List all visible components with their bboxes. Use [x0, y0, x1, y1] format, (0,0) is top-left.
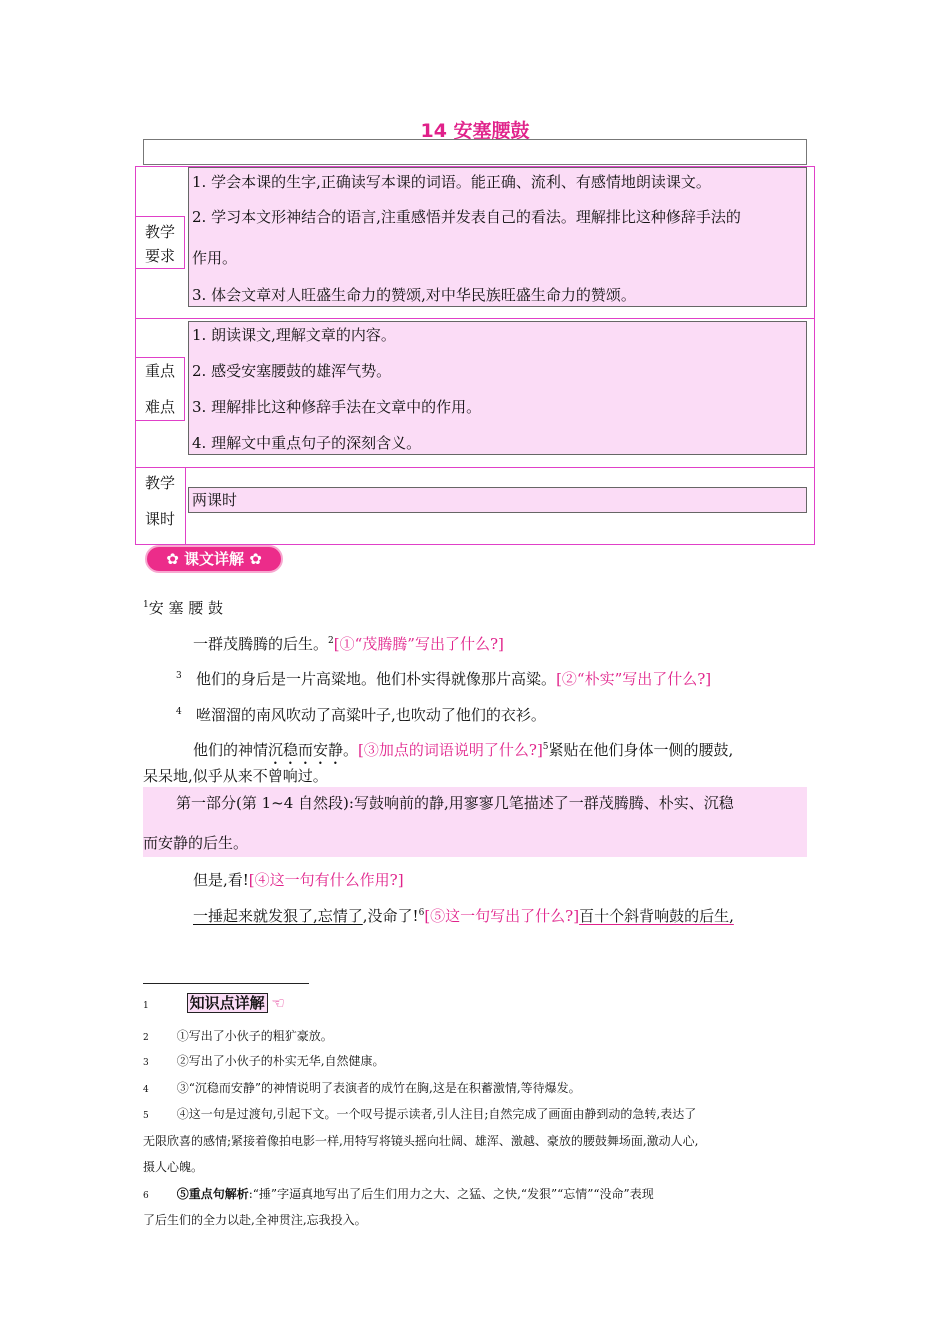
footnote-4 — [143, 1080, 581, 1098]
keypoints-label-1: 重点 — [144, 362, 175, 380]
section-badge: ✿ 课文详解 ✿ — [145, 545, 283, 573]
paragraph-6-text: ,没命了! — [362, 907, 419, 925]
footnote-ref: 2 — [328, 636, 334, 646]
footnote-number: 1 — [143, 1001, 149, 1011]
requirement-item: 2. 学习本文形神结合的语言,注重感悟并发表自己的看法。理解排比这种修辞手法的 — [192, 208, 741, 226]
keypoint-item: 4. 理解文中重点句子的深刻含义。 — [192, 434, 422, 452]
footnote-number: 6 — [143, 1191, 149, 1201]
keypoint-item: 1. 朗读课文,理解文章的内容。 — [192, 326, 396, 344]
paragraph-5-text: 但是,看! — [193, 871, 249, 889]
keypoint-item: 2. 感受安塞腰鼓的雄浑气势。 — [192, 362, 392, 380]
footnote-ref: 6 — [418, 908, 425, 918]
footnote-ref: 5 — [542, 742, 549, 752]
paragraph-3-text: 咝溜溜的南风吹动了高粱叶子,也吹动了他们的衣衫。 — [196, 706, 546, 724]
footnote-text: ②写出了小伙子的朴实无华,自然健康。 — [176, 1054, 385, 1068]
table-header-bar — [143, 139, 807, 165]
paragraph-2 — [176, 669, 711, 689]
paragraph-1 — [193, 634, 504, 654]
footnote-3 — [143, 1053, 385, 1071]
paragraph-2-text: 他们的身后是一片高粱地。他们朴实得就像那片高粱。 — [196, 670, 557, 688]
paragraph-5 — [193, 870, 404, 890]
footnote-separator — [143, 983, 309, 984]
footnote-5-line-2: 无限欣喜的感情;紧接着像拍电影一样,用特写将镜头摇向壮阔、雄浑、激越、豪放的腰鼓舞场面,激动人心, — [143, 1134, 699, 1148]
question-3: [③加点的词语说明了什么?] — [358, 741, 543, 759]
footnote-5-line-3: 摄人心魄。 — [143, 1160, 204, 1174]
footnote-2 — [143, 1028, 333, 1046]
requirement-item: 作用。 — [192, 249, 238, 267]
paragraph-4-period: 。 — [343, 741, 359, 759]
knowledge-label: 知识点详解 — [187, 993, 268, 1013]
text-heading-label: 安 塞 腰 鼓 — [148, 599, 224, 617]
footnote-number: 5 — [143, 1111, 149, 1121]
summary-line-1: 第一部分(第 1~4 自然段):写鼓响前的静,用寥寥几笔描述了一群茂腾腾、朴实、沉稳 — [176, 794, 734, 812]
hours-label-2: 课时 — [144, 510, 175, 528]
summary-line-2: 而安静的后生。 — [143, 834, 249, 852]
paragraph-6-tail: 百十个斜背响鼓的后生, — [579, 907, 734, 925]
text-heading — [143, 598, 223, 618]
question-1: [①“茂腾腾”写出了什么?] — [333, 635, 504, 653]
emphasized-words: 沉稳而安静 — [268, 741, 344, 759]
footnote-text: :“捶”字逼真地写出了后生们用力之大、之猛、之快,“发狠”“忘情”“没命”表现 — [248, 1187, 654, 1201]
footnote-text: ③“沉稳而安静”的神情说明了表演者的成竹在胸,这是在积蓄激情,等待爆发。 — [176, 1081, 581, 1095]
footnote-6-line-2: 了后生们的全力以赴,全神贯注,忘我投入。 — [143, 1213, 367, 1227]
paragraph-4-tail: 紧贴在他们身体一侧的腰鼓, — [548, 741, 734, 759]
footnote-ref: 3 — [176, 671, 182, 681]
table-row-divider — [135, 467, 815, 468]
footnote-5 — [143, 1106, 696, 1124]
hours-label-divider — [185, 468, 186, 544]
question-4: [④这一句有什么作用?] — [248, 871, 404, 889]
question-2: [②“朴实”写出了什么?] — [556, 670, 712, 688]
keypoint-item: 3. 理解排比这种修辞手法在文章中的作用。 — [192, 398, 482, 416]
question-5: [⑤这一句写出了什么?] — [424, 907, 580, 925]
footnote-1 — [143, 993, 285, 1014]
paragraph-1-text: 一群茂腾腾的后生。 — [193, 635, 329, 653]
footnote-text: ①写出了小伙子的粗犷豪放。 — [176, 1029, 333, 1043]
table-row-divider — [135, 318, 815, 319]
keypoints-label-2: 难点 — [144, 398, 175, 416]
key-sentence: 一捶起来就发狠了,忘情了 — [193, 907, 363, 925]
footnote-number: 2 — [143, 1033, 149, 1043]
hours-value: 两课时 — [192, 491, 238, 509]
footnote-number: 4 — [143, 1085, 149, 1095]
paragraph-4 — [193, 740, 733, 768]
footnote-ref: 1 — [143, 600, 149, 610]
footnote-ref: 4 — [176, 707, 182, 717]
requirement-item: 1. 学会本课的生字,正确读写本课的词语。能正确、流利、有感情地朗读课文。 — [192, 173, 711, 191]
page-title: 14 安塞腰鼓 — [420, 120, 530, 142]
requirements-label-2: 要求 — [144, 247, 175, 265]
footnote-6 — [143, 1186, 654, 1204]
footnote-text: ④这一句是过渡句,引起下文。一个叹号提示读者,引人注目;自然完成了画面由静到动的急转,表达了 — [176, 1107, 697, 1121]
paragraph-3 — [176, 705, 546, 725]
requirements-label-1: 教学 — [144, 223, 175, 241]
requirement-item: 3. 体会文章对人旺盛生命力的赞颂,对中华民族旺盛生命力的赞颂。 — [192, 286, 636, 304]
pointing-hand-icon: ☜ — [271, 994, 285, 1012]
paragraph-6 — [193, 906, 734, 926]
paragraph-4-line-2: 呆呆地,似乎从来不曾响过。 — [143, 767, 328, 785]
footnote-number: 3 — [143, 1058, 149, 1068]
paragraph-4-text: 他们的神情 — [193, 741, 269, 759]
hours-label-1: 教学 — [144, 474, 175, 492]
footnote-bold-label: ⑤重点句解析 — [176, 1187, 249, 1201]
hours-cell — [188, 487, 807, 513]
